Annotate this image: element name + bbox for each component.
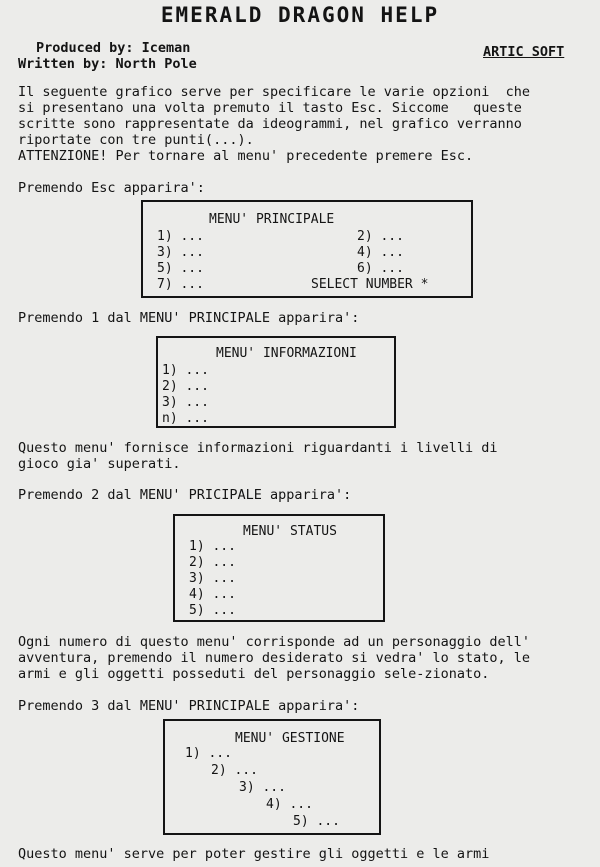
menu-item: 1) ... <box>189 539 236 554</box>
intro-warning: ATTENZIONE! Per tornare al menu' precedente premere Esc. <box>18 148 474 164</box>
menu-item: 3) ... <box>162 395 209 410</box>
description-line: Questo menu' serve per poter gestire gli oggetti e le armi <box>18 846 490 862</box>
menu-item: 1) ... <box>157 229 204 244</box>
intro-line: si presentano una volta premuto il tasto Esc. Siccome queste <box>18 100 522 116</box>
caption-menu-1: Premendo 1 dal MENU' PRINCIPALE apparira': <box>18 310 360 326</box>
menu-item: 5) ... <box>189 603 236 618</box>
menu-item: 3) ... <box>157 245 204 260</box>
description-line: Ogni numero di questo menu' corrisponde ad un personaggio dell' <box>18 634 531 650</box>
menu-item: 2) ... <box>211 763 258 778</box>
description-line: armi e gli oggetti posseduti del personaggio sele-zionato. <box>18 666 490 682</box>
menu-informazioni-title: MENU' INFORMAZIONI <box>216 346 357 361</box>
menu-item: 5) ... <box>293 814 340 829</box>
written-by: Written by: North Pole <box>18 56 197 72</box>
description-line: avventura, premendo il numero desiderato si vedra' lo stato, le <box>18 650 531 666</box>
menu-item: 7) ... <box>157 277 204 292</box>
menu-item: 2) ... <box>189 555 236 570</box>
menu-status-box <box>173 514 385 622</box>
intro-line: Il seguente grafico serve per specificare le varie opzioni che <box>18 84 531 100</box>
produced-by: Produced by: Iceman <box>36 40 191 56</box>
menu-item: 1) ... <box>185 746 232 761</box>
intro-line: scritte sono rappresentate da ideogrammi, nel grafico verranno <box>18 116 522 132</box>
description-line: Questo menu' fornisce informazioni riguardanti i livelli di <box>18 440 498 456</box>
company-name: ARTIC SOFT <box>483 44 565 60</box>
menu-item: 4) ... <box>189 587 236 602</box>
menu-principale-box <box>141 200 473 298</box>
description-line: gioco gia' superati. <box>18 456 181 472</box>
menu-item: 1) ... <box>162 363 209 378</box>
menu-item: 2) ... <box>357 229 404 244</box>
esc-caption: Premendo Esc apparira': <box>18 180 205 196</box>
caption-menu-2: Premendo 2 dal MENU' PRICIPALE apparira': <box>18 487 352 503</box>
menu-item: 3) ... <box>189 571 236 586</box>
menu-item: n) ... <box>162 411 209 426</box>
menu-item: 5) ... <box>157 261 204 276</box>
menu-gestione-box <box>163 719 381 835</box>
menu-item: 6) ... <box>357 261 404 276</box>
menu-status-title: MENU' STATUS <box>243 524 337 539</box>
menu-informazioni-box <box>156 336 396 428</box>
menu-item: 4) ... <box>266 797 313 812</box>
menu-principale-title: MENU' PRINCIPALE <box>209 212 335 227</box>
menu-item: 3) ... <box>239 780 286 795</box>
select-number-prompt: SELECT NUMBER * <box>311 277 429 292</box>
menu-item: 4) ... <box>357 245 404 260</box>
intro-line: riportate con tre punti(...). <box>18 132 254 148</box>
menu-gestione-title: MENU' GESTIONE <box>235 731 345 746</box>
page-title: EMERALD DRAGON HELP <box>160 3 440 27</box>
caption-menu-3: Premendo 3 dal MENU' PRINCIPALE apparira': <box>18 698 360 714</box>
menu-item: 2) ... <box>162 379 209 394</box>
